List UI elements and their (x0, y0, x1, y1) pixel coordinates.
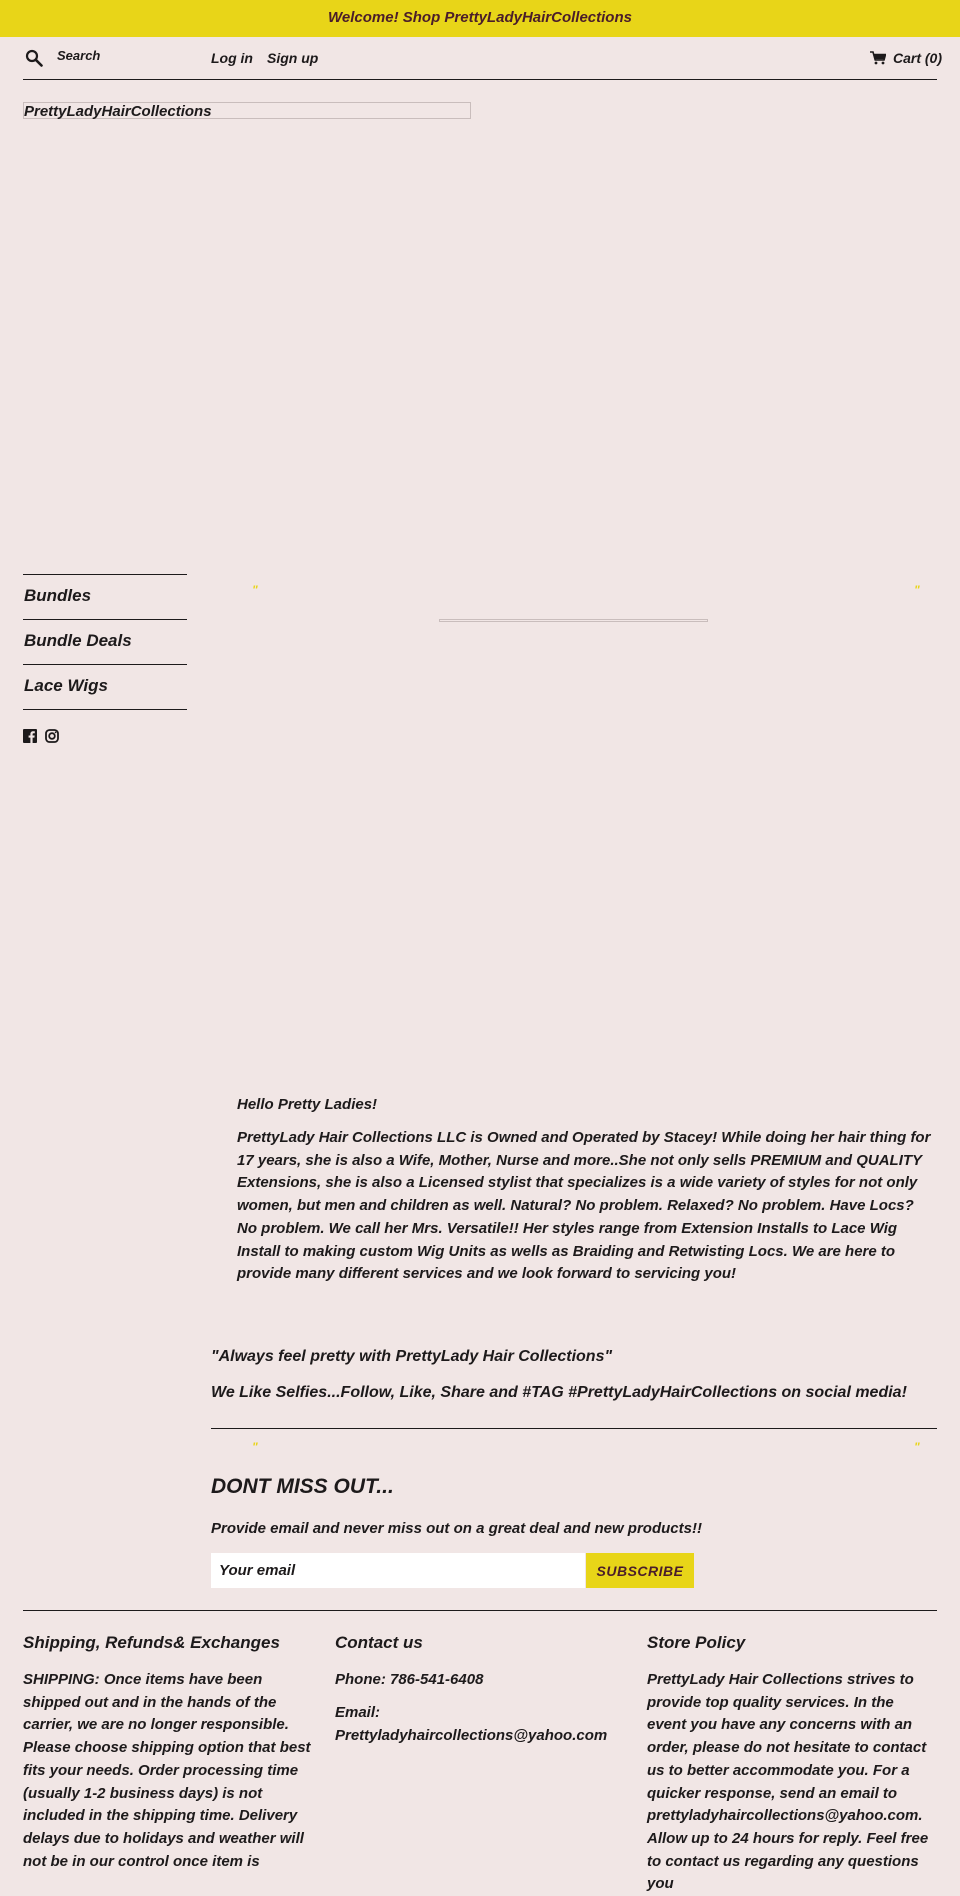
about-body: PrettyLady Hair Collections LLC is Owned and Operated by Stacey! While doing her hair thing for 17 years, she is also a Wife, Mother, Nurse and more..She not only sells PREMIUM and QUALITY Extensions, she is also a Licensed stylist that specializes is a wide variety of styles for not only women, but men and children as well. Natural? No problem. Relaxed? No problem. Have Locs? No problem. We call her Mrs. Versatile!! Her styles range from Extension Installs to Lace Wig Install to making custom Wig Units as wells as Braiding and Retwisting Locs. We are here to provide many different services and we look forward to servicing you! (237, 1129, 931, 1283)
footer-policy-title: Store Policy (647, 1633, 746, 1652)
tagline-social: We Like Selfies...Follow, Like, Share and #TAG #PrettyLadyHairCollections on social media! (211, 1384, 907, 1401)
footer-contact-email[interactable]: Prettyladyhaircollections@yahoo.com (335, 1727, 608, 1744)
nav-divider (23, 574, 187, 575)
tagline-quote: "Always feel pretty with PrettyLady Hair Collections" (211, 1348, 613, 1365)
footer-contact-phone: Phone: 786-541-6408 (335, 1671, 484, 1688)
nav-divider (23, 619, 187, 620)
newsletter-next-button[interactable]: " (914, 1440, 920, 1454)
footer-contact-email-label: Email: (335, 1704, 381, 1721)
about-section (237, 1093, 932, 1286)
slider-progress-bar (439, 619, 708, 622)
newsletter-prev-button[interactable]: " (252, 1440, 258, 1454)
newsletter-title: DONT MISS OUT... (211, 1475, 394, 1498)
about-title: Hello Pretty Ladies! (237, 1096, 378, 1113)
search-icon[interactable] (25, 49, 43, 67)
search-input[interactable]: Search (57, 48, 101, 63)
footer-divider (23, 1610, 937, 1611)
announcement-bar (0, 0, 960, 37)
sidebar-item-bundles[interactable]: Bundles (24, 586, 92, 605)
nav-divider (23, 664, 187, 665)
sidebar-item-bundle-deals[interactable]: Bundle Deals (24, 631, 132, 650)
instagram-icon[interactable] (45, 729, 59, 743)
section-divider (211, 1428, 937, 1429)
cart-link[interactable]: Cart (0) (893, 50, 943, 66)
newsletter-subtitle: Provide email and never miss out on a great deal and new products!! (211, 1520, 702, 1537)
footer-contact-title: Contact us (335, 1633, 423, 1652)
cart-icon[interactable] (870, 51, 886, 65)
logo-text: PrettyLadyHairCollections (24, 103, 212, 120)
footer-shipping-title: Shipping, Refunds& Exchanges (23, 1633, 280, 1652)
slider-prev-button[interactable]: " (252, 583, 258, 597)
slider-next-button[interactable]: " (914, 583, 920, 597)
announcement-text: Welcome! Shop PrettyLadyHairCollections (328, 9, 632, 26)
email-field[interactable] (211, 1553, 585, 1588)
subscribe-button[interactable]: SUBSCRIBE (586, 1553, 694, 1588)
facebook-icon[interactable] (23, 729, 37, 743)
footer-policy-text: PrettyLady Hair Collections strives to provide top quality services. In the event you have any concerns with an order, please do not hesitate to contact us to better accommodate you. For a quicker response, send an email to prettyladyhaircollections@yahoo.com. Allow up to 24 hours for reply. Feel free to contact us regarding any questions you (647, 1671, 929, 1893)
login-link[interactable]: Log in (211, 50, 253, 66)
site-logo[interactable] (23, 102, 471, 119)
footer-shipping-text: SHIPPING: Once items have been shipped out and in the hands of the carrier, we are no longer responsible. Please choose shipping option that best fits your needs. Order processing time (usually 1-2 business days) is not included in the shipping time. Delivery delays due to holidays and weather will not be in our control once item is (23, 1671, 311, 1870)
signup-link[interactable]: Sign up (267, 50, 319, 66)
nav-divider (23, 709, 187, 710)
header-divider (23, 79, 937, 80)
sidebar-item-lace-wigs[interactable]: Lace Wigs (24, 676, 108, 695)
